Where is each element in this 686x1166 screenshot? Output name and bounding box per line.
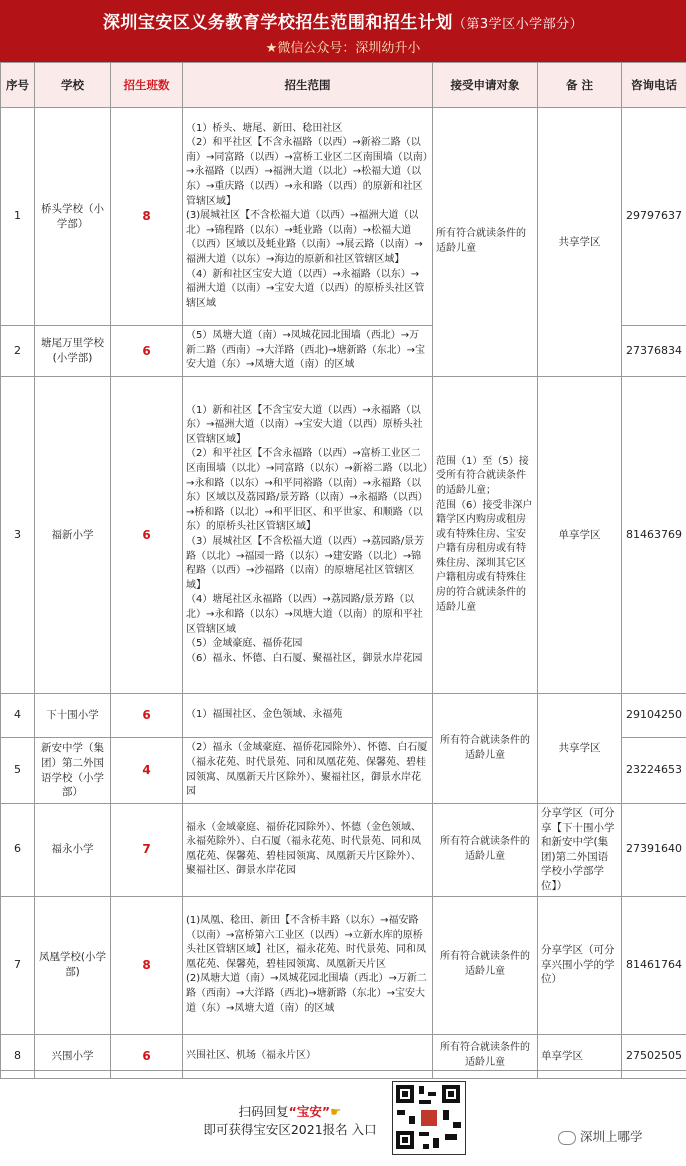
row-range: 福永（金域豪庭、福侨花园除外）、怀德（金色领域、永福苑除外）、白石厦（福永花苑、时代景苑、同和凤凰花苑、保馨苑、碧桂园领寓、凤凰新天片区除外）、聚福社区、御景水岸花园 <box>183 804 433 897</box>
page-header <box>0 0 686 62</box>
row-classes: 8 <box>111 108 183 326</box>
row-phone: 81463769 <box>622 377 686 694</box>
row-classes: 6 <box>111 326 183 377</box>
table-row <box>1 694 686 738</box>
row-school: 福新小学 <box>35 377 111 694</box>
col-header-note: 备 注 <box>538 63 622 108</box>
row-school: 兴围小学 <box>35 1034 111 1078</box>
row-note: 共享学区 <box>538 108 622 377</box>
brand-name: 深圳上哪学 <box>580 1129 643 1144</box>
row-no: 5 <box>1 738 35 804</box>
row-range: （2）福永（金域豪庭、福侨花园除外）、怀德、白石厦（福永花苑、时代景苑、同和凤凰花苑、保馨苑、碧桂园领寓、凤凰新天片区除外）、聚福社区，御景水岸花园 <box>183 738 433 804</box>
row-note: 共享学区 <box>538 694 622 804</box>
page-footer <box>0 1070 686 1166</box>
row-school: 下十围小学 <box>35 694 111 738</box>
row-note: 单享学区 <box>538 377 622 694</box>
row-note: 单享学区 <box>538 1034 622 1078</box>
scan-instruction <box>190 1103 390 1139</box>
row-range: （5）凤塘大道（南）→凤城花园北围墙（西北）→万新二路（西南）→大洋路（西北)→塘新路（东北）→宝安大道（东）→凤塘大道（南）的区域 <box>183 326 433 377</box>
hand-point-icon: ☛ <box>330 1104 341 1119</box>
row-range: （1）福围社区、金色领域、永福苑 <box>183 694 433 738</box>
scan-line-1 <box>190 1103 390 1121</box>
table-row <box>1 377 686 694</box>
row-no: 4 <box>1 694 35 738</box>
row-classes: 4 <box>111 738 183 804</box>
scan-line-2: 即可获得宝安区2021报名 入口 <box>190 1121 390 1139</box>
row-target: 所有符合就读条件的适龄儿童 <box>433 804 538 897</box>
row-range: （1）新和社区【不含宝安大道（以西）→永福路（以东）→福洲大道（以南）→宝安大道（以西）原桥头社区管辖区域】 （2）和平社区【不含永福路（以西）→富桥工业区二区南围墙（以北）→同富路（以东）→新裕二路（以北）→永和路（以东）→和平同裕路（以南）→永福路（以东）区域以及荔园路/景芳路（以南）→永福路（以西）→桥和路（以北）→和平旧区、和平世家、和顺路（以东）的原桥头社区管辖区域】 （3）展城社区【不含松福大道（以西）→荔园路/景芳路（以北）→福园一路（以东）→建安路（以北）→锦程路（以西）→沙福路（以南）的原塘尾社区管辖区域】 （4）塘尾社区永福路（以西）→荔园路/景芳路（以北）→永和路（以东）→凤塘大道（以南）的原和平社区管辖区域 （5）金域豪庭、福侨花园 （6）福永、怀德、白石厦、聚福社区，御景水岸花园 <box>183 377 433 694</box>
row-target: 所有符合就读条件的适龄儿童 <box>433 694 538 804</box>
brand-label <box>558 1127 643 1145</box>
col-header-school: 学校 <box>35 63 111 108</box>
row-phone: 81461764 <box>622 896 686 1034</box>
row-range: (1)凤凰、稔田、新田【不含桥丰路（以东）→福安路（以南）→富桥第六工业区（以西）→立新水库的原桥头社区管辖区域】社区，福永花苑、时代景苑、同和凤凰花苑、保馨苑，碧桂园领寓、凤凰新天片区 (2)凤塘大道（南）→凤城花园北围墙（西北）→万新二路（西南）→大洋路（西北)→塘新路（东北）→宝安大道（东）→凤塘大道（南）的区域 <box>183 896 433 1034</box>
row-phone: 29104250 <box>622 694 686 738</box>
row-school: 桥头学校（小学部） <box>35 108 111 326</box>
col-header-no: 序号 <box>1 63 35 108</box>
row-range: （1）桥头、塘尾、新田、稔田社区 （2）和平社区【不含永福路（以西）→新裕二路（以南）→同富路（以西）→富桥工业区二区南围墙（以南）→永福路（以西）→福洲大道（以北）→松福大道（以东）→重庆路（以西）→永和路（以西）的原新和社区管辖区域】 (3)展城社区【不含松福大道（以西）→福洲大道（以北）→锦程路（以东）→蚝业路（以南）→松福大道（以西）区域以及蚝业路（以南）→展云路（以南）→福洲大道（以东）→海边的原新和社区管辖区域】 （4）新和社区宝安大道（以西）→永福路（以东）→福洲大道（以南）→宝安大道（以西）的原桥头社区管辖区域 <box>183 108 433 326</box>
col-header-target: 接受申请对象 <box>433 63 538 108</box>
row-note: 分享学区（可分享兴围小学的学位） <box>538 896 622 1034</box>
row-target: 所有符合就读条件的适龄儿童 <box>433 108 538 377</box>
enrollment-table <box>0 62 686 1079</box>
page-title <box>0 8 686 33</box>
wechat-icon <box>558 1131 576 1145</box>
col-header-phone: 咨询电话 <box>622 63 686 108</box>
row-no: 8 <box>1 1034 35 1078</box>
table-row <box>1 896 686 1034</box>
row-phone: 27391640 <box>622 804 686 897</box>
row-no: 3 <box>1 377 35 694</box>
col-header-classes: 招生班数 <box>111 63 183 108</box>
row-phone: 27376834 <box>622 326 686 377</box>
row-no: 6 <box>1 804 35 897</box>
row-phone: 27502505 <box>622 1034 686 1078</box>
qr-code-icon[interactable] <box>392 1081 466 1155</box>
row-range: 兴围社区、机场（福永片区） <box>183 1034 433 1078</box>
row-school: 凤凰学校(小学部) <box>35 896 111 1034</box>
col-header-range: 招生范围 <box>183 63 433 108</box>
row-no: 2 <box>1 326 35 377</box>
row-no: 7 <box>1 896 35 1034</box>
wechat-line: ★微信公众号：深圳幼升小 <box>0 37 686 56</box>
row-classes: 6 <box>111 694 183 738</box>
row-classes: 6 <box>111 377 183 694</box>
table-header-row <box>1 63 686 108</box>
row-phone: 23224653 <box>622 738 686 804</box>
row-classes: 7 <box>111 804 183 897</box>
row-no: 1 <box>1 108 35 326</box>
row-classes: 6 <box>111 1034 183 1078</box>
row-school: 新安中学（集团）第二外国语学校（小学部） <box>35 738 111 804</box>
row-classes: 8 <box>111 896 183 1034</box>
table-row <box>1 804 686 897</box>
scan-keyword: “宝安” <box>289 1104 330 1119</box>
row-phone: 29797637 <box>622 108 686 326</box>
title-text: 深圳宝安区义务教育学校招生范围和招生计划 <box>103 13 453 33</box>
row-school: 福永小学 <box>35 804 111 897</box>
title-subtitle: （第3学区小学部分） <box>453 17 583 32</box>
scan-prefix: 扫码回复 <box>239 1104 289 1119</box>
row-note: 分享学区（可分享【下十围小学和新安中学(集团)第二外国语学校小学部学位】） <box>538 804 622 897</box>
row-target: 所有符合就读条件的适龄儿童 <box>433 896 538 1034</box>
row-target: 所有符合就读条件的适龄儿童 <box>433 1034 538 1078</box>
table-row <box>1 108 686 326</box>
row-school: 塘尾万里学校(小学部) <box>35 326 111 377</box>
row-target: 范围（1）至（5）接受所有符合就读条件的适龄儿童； 范围（6）接受非深户籍学区内购房或租房或有特殊住房、宝安户籍有房租房或有特殊住房、深圳其它区户籍租房或有特殊住房的符合就读条件的适龄儿童 <box>433 377 538 694</box>
